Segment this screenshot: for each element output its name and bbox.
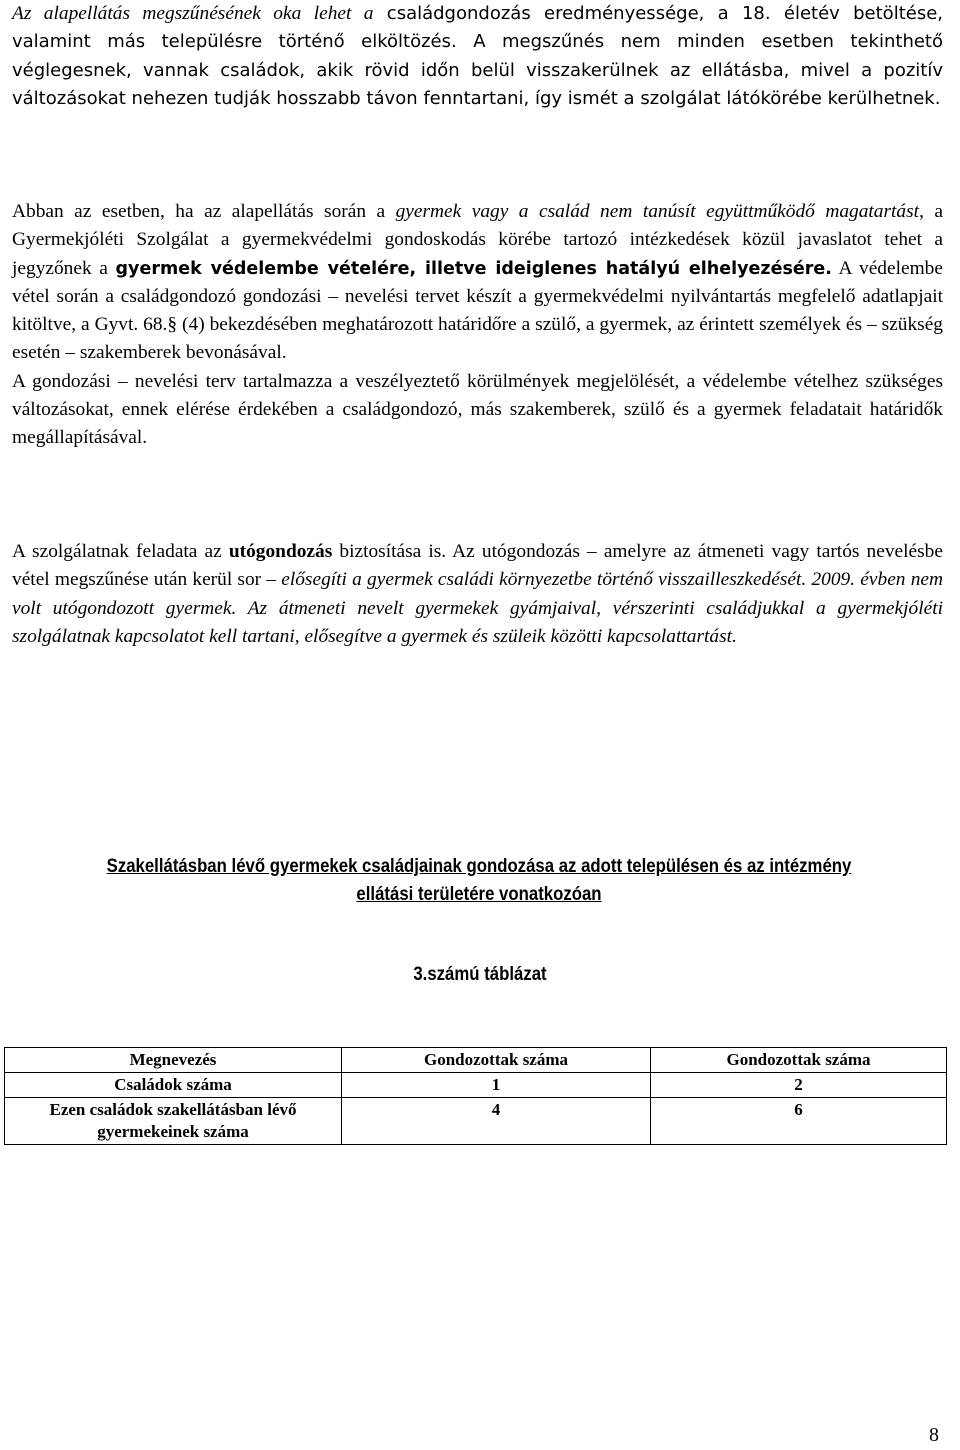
paragraph-protection-c: , a Gyermekjóléti Szolgálat a gyermekvédelmi gondoskodás körébe tartozó intézkedések közül javaslatot tehet a jegyzőnek a <box>12 201 943 279</box>
table-cell: Ezen családok szakellátásban lévő gyermekeinek száma <box>5 1098 342 1145</box>
data-table <box>4 1047 947 1145</box>
table-caption: 3.számú táblázat <box>413 963 547 985</box>
table-row <box>5 1098 947 1145</box>
paragraph-aftercare <box>12 538 943 651</box>
section-heading-line1: Szakellátásban lévő gyermekek családjainak gondozása az adott településen és az intézmény <box>106 855 852 877</box>
paragraph-protection-b: gyermek vagy a család nem tanúsít együttműködő magatartást <box>395 201 920 222</box>
paragraph-protection-a: Abban az esetben, ha az alapellátás során a <box>12 201 396 222</box>
paragraph-protection-e: A védelembe vétel során a családgondozó gondozási – nevelési tervet készít a gyermekvédelmi nyilvántartás megfelelő adatlapjait kitöltve, a Gyvt. 68.§ (4) bekezdésében meghatározott határidőre a szülő, a gyermek, az érintett személyek és – szükség esetén – szakemberek bevonásával. <box>12 257 943 364</box>
paragraph-aftercare-a: A szolgálatnak feladata az <box>12 541 229 562</box>
table-row <box>5 1073 947 1098</box>
section-heading-line2: ellátási területére vonatkozóan <box>356 883 602 905</box>
paragraph-aftercare-b: utógondozás <box>228 541 333 562</box>
section-heading <box>79 852 879 908</box>
table-header-cell: Gondozottak száma <box>651 1048 947 1073</box>
table-cell: 6 <box>651 1098 947 1145</box>
table-header-cell: Gondozottak száma <box>342 1048 651 1073</box>
table-cell: 4 <box>342 1098 651 1145</box>
paragraph-aftercare-d: elősegíti a gyermek családi környezetbe történő visszailleszkedését. 2009. évben nem volt utógondozott gyermek. Az átmeneti nevelt gyermekek gyámjaival, vérszerinti családjukkal a gyermekjóléti szolgálatnak kapcsolatot kell tartani, elősegítve a gyermek és szüleik közötti kapcsolattartást. <box>12 569 944 647</box>
paragraph-aftercare-c: biztosítása is. Az utógondozás – amelyre az átmeneti vagy tartós nevelésbe vétel megszűnése után kerül sor – <box>12 541 943 591</box>
table-header-cell: Megnevezés <box>5 1048 342 1073</box>
paragraph-protection-f: A gondozási – nevelési terv tartalmazza a veszélyeztető körülmények megjelölését, a védelembe vételhez szükséges változásokat, ennek elérése érdekében a családgondozó, más szakemberek, szülő és a gyermek feladatait határidők megállapításával. <box>12 370 943 449</box>
table-cell: 1 <box>342 1073 651 1098</box>
paragraph-termination-body: családgondozás eredményessége, a 18. életév betöltése, valamint más településre történő elköltözés. A megszűnés nem minden esetben tekinthető véglegesnek, vannak családok, akik rövid időn belül visszakerülnek az ellátásba, mivel a pozitív változásokat nehezen tudják hosszabb távon fenntartani, így ismét a szolgálat látókörébe kerülhetnek. <box>12 3 944 109</box>
table-cell: Családok száma <box>5 1073 342 1098</box>
table-header-row <box>5 1048 947 1073</box>
page-number: 8 <box>929 1424 939 1446</box>
paragraph-termination <box>12 0 943 113</box>
paragraph-termination-lead: Az alapellátás megszűnésének oka lehet a <box>12 3 374 24</box>
paragraph-protection-d: gyermek védelembe vételére, illetve ideiglenes hatályú elhelyezésére. <box>115 258 832 279</box>
table-cell: 2 <box>651 1073 947 1098</box>
paragraph-protection <box>12 198 943 453</box>
